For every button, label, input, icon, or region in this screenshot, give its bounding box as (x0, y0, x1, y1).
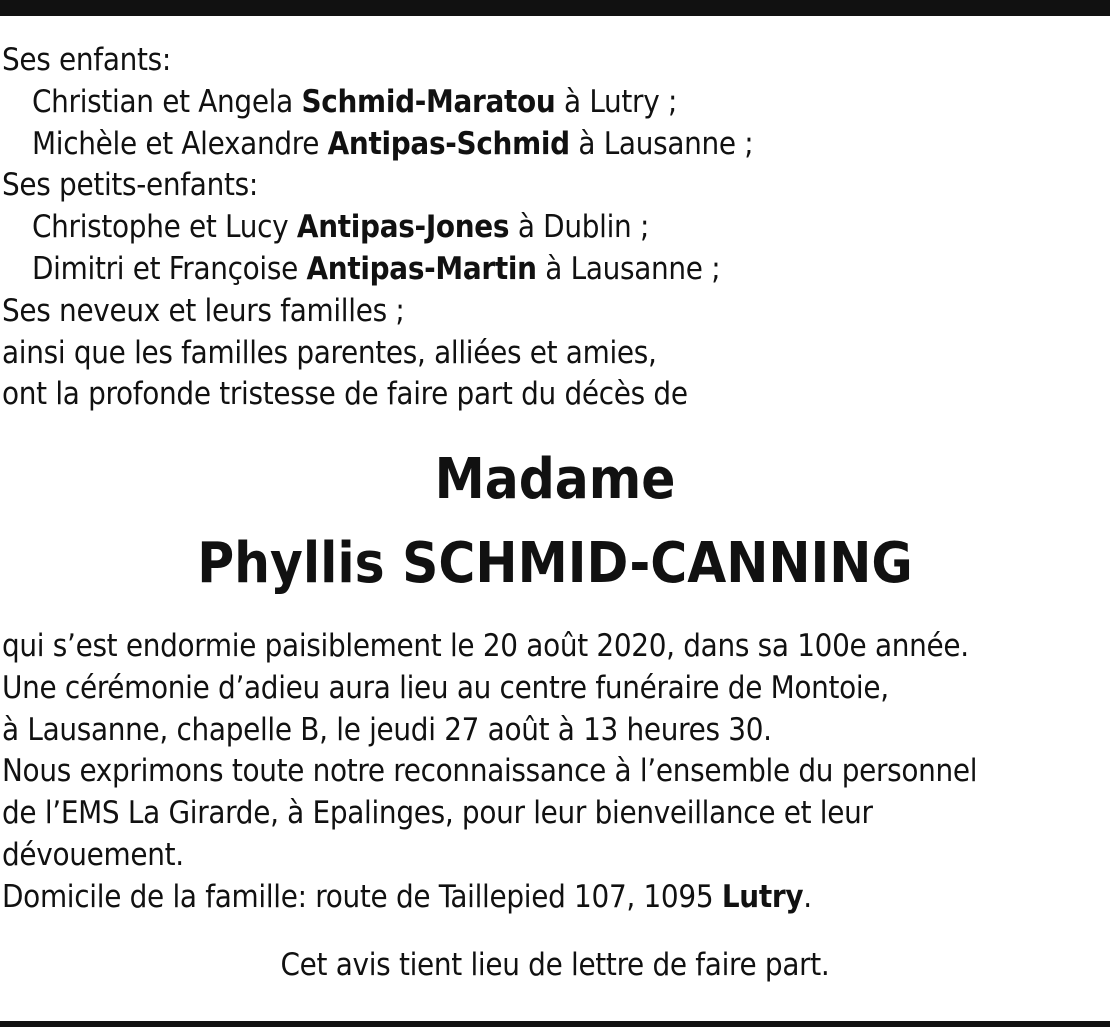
grandchild-entry (2, 249, 1102, 291)
child-surname: Antipas-Schmid (327, 125, 570, 162)
child-surname: Schmid-Maratou (301, 83, 556, 120)
top-rule (0, 0, 1110, 16)
bottom-rule (0, 1021, 1110, 1027)
child-entry (2, 82, 1102, 124)
child-entry (2, 124, 1102, 166)
grandchild-names: Christophe et Lucy (32, 209, 289, 246)
child-names: Christian et Angela (32, 83, 293, 120)
families-line: ainsi que les familles parentes, alliées et amies, (2, 334, 657, 371)
deceased-title: Madame (434, 447, 676, 512)
grandchild-surname: Antipas-Jones (296, 209, 510, 246)
announcement-line: ont la profonde tristesse de faire part du décès de (2, 376, 688, 413)
body-line: de l’EMS La Girarde, à Epalinges, pour leur bienveillance et leur (2, 795, 873, 832)
body-line: à Lausanne, chapelle B, le jeudi 27 août à 13 heures 30. (2, 711, 772, 748)
child-place: à Lausanne ; (578, 125, 754, 162)
deceased-name: Phyllis SCHMID-CANNING (197, 531, 913, 596)
domicile-line (2, 877, 1108, 919)
notice-body (2, 626, 1108, 919)
nephews-line: Ses neveux et leurs familles ; (2, 292, 405, 329)
grandchild-names: Dimitri et Françoise (32, 250, 298, 287)
grandchild-place: à Lausanne ; (545, 250, 721, 287)
closing-note: Cet avis tient lieu de lettre de faire part. (280, 947, 830, 983)
grandchild-place: à Dublin ; (517, 209, 650, 246)
grandchild-entry (2, 207, 1102, 249)
body-line: Nous exprimons toute notre reconnaissance à l’ensemble du personnel (2, 753, 978, 790)
body-line: Une cérémonie d’adieu aura lieu au centre funéraire de Montoie, (2, 669, 889, 706)
child-place: à Lutry ; (564, 83, 678, 120)
family-list (2, 40, 1102, 416)
domicile-city: Lutry (721, 878, 804, 915)
body-line: dévouement. (2, 836, 184, 873)
child-names: Michèle et Alexandre (32, 125, 320, 162)
grandchildren-label: Ses petits-enfants: (2, 167, 258, 204)
children-label: Ses enfants: (2, 42, 171, 78)
domicile-address: Domicile de la famille: route de Taillepied 107, 1095 (2, 878, 714, 915)
domicile-period: . (803, 878, 812, 915)
body-line: qui s’est endormie paisiblement le 20 août 2020, dans sa 100e année. (2, 628, 969, 664)
grandchild-surname: Antipas-Martin (306, 250, 537, 287)
